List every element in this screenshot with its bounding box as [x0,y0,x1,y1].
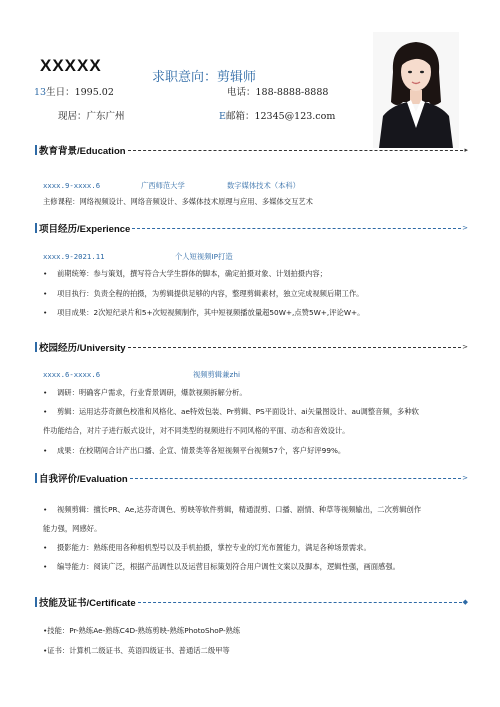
diamond-icon: ◆ [462,597,468,606]
arrow-right-icon: ▸ [464,145,468,154]
evaluation-section-header [35,471,468,485]
arrow-right-icon: > [462,342,468,351]
education-date: xxxx.9-xxxx.6 [43,181,101,190]
birth-prefix: 13 [34,87,47,98]
education-major: 数字媒体技术（本科） [227,181,300,190]
section-divider [132,228,461,229]
candidate-name: XXXXX [40,56,102,75]
university-meta [43,370,463,380]
phone: 电话：188-8888-8888 [227,87,329,98]
section-divider [130,478,461,479]
arrow-right-icon: > [462,223,468,232]
education-title: 教育背景/Education [39,146,126,157]
experience-date: xxxx.9-2021.11 [43,252,105,261]
section-marker-icon [35,597,37,607]
birth-row [34,84,114,98]
university-role: 视频剪辑兼zhi [193,370,240,379]
section-marker-icon [35,223,37,233]
skills-line: •技能：Pr-熟练Ae-熟练C4D-熟练剪映-熟练PhotoShoP-熟练 [43,626,241,635]
section-marker-icon [35,145,37,155]
university-title: 校园经历/University [39,343,126,354]
education-courses: 主修课程：网络视频设计、网络音频设计、多媒体技术原理与应用、多媒体交互艺术 [43,197,313,206]
email-value: 邮箱：12345@123.com [225,111,336,122]
education-meta [43,181,463,191]
email-row [219,108,335,122]
certs-line: •证书：计算机二级证书、英语四级证书、普通话二级甲等 [43,646,230,655]
certificate-title: 技能及证书/Certificate [39,598,136,609]
experience-meta [43,252,463,262]
experience-section-header [35,221,468,235]
email-prefix: E [219,111,226,122]
university-section-header [35,340,468,354]
list-item-continuation: 件功能结合，对片子进行版式设计，对不同类型的视频进行不同风格的平面、动态和音效设计。 [43,426,350,435]
job-intent: 求职意向：剪辑师 [152,70,257,85]
education-section-header [35,143,468,157]
section-marker-icon [35,342,37,352]
experience-role: 个人短视频IP打造 [175,252,233,261]
evaluation-title: 自我评价/Evaluation [39,474,128,485]
section-divider [128,150,464,151]
list-item-continuation: 能力强，网感好。 [43,524,102,533]
birth-value: 生日：1995.02 [46,87,114,98]
education-school: 广西师范大学 [141,181,185,190]
certificate-section-header [35,595,468,609]
university-date: xxxx.6-xxxx.6 [43,370,101,379]
section-divider [128,347,462,348]
section-marker-icon [35,473,37,483]
experience-title: 项目经历/Experience [39,224,131,235]
location: 现居：广东广州 [58,111,125,122]
section-divider [138,602,462,603]
arrow-right-icon: > [462,473,468,482]
profile-photo [373,32,459,148]
